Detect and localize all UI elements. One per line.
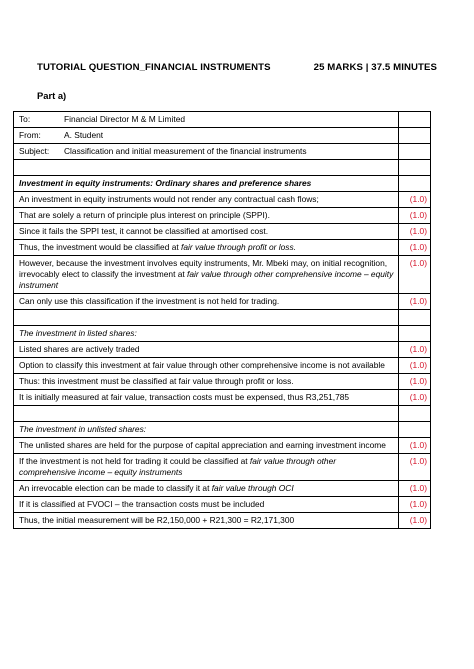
memo-from-row <box>14 128 431 144</box>
mark-value: (1.0) <box>399 438 431 454</box>
row-text-italic: fair value through other comprehensive income – equity instrument <box>19 269 394 290</box>
spacer-row <box>14 406 431 422</box>
mark-value: (1.0) <box>399 294 431 310</box>
memo-from-value: A. Student <box>64 130 104 140</box>
mark-cell-empty <box>399 112 431 128</box>
row-text: Listed shares are actively traded <box>14 342 399 358</box>
table-row <box>14 342 431 358</box>
table-row <box>14 358 431 374</box>
mark-value: (1.0) <box>399 497 431 513</box>
row-text: Option to classify this investment at fair value through other comprehensive income is not available <box>14 358 399 374</box>
section-heading-row <box>14 326 431 342</box>
row-text: An investment in equity instruments would not render any contractual cash flows; <box>14 192 399 208</box>
mark-value: (1.0) <box>399 240 431 256</box>
mark-value: (1.0) <box>399 342 431 358</box>
spacer-row <box>14 310 431 326</box>
section-heading: The investment in unlisted shares: <box>14 422 399 438</box>
row-text-italic: fair value through profit or loss. <box>181 242 296 252</box>
document-title: TUTORIAL QUESTION_FINANCIAL INSTRUMENTS <box>37 62 271 73</box>
marks-time: 25 MARKS | 37.5 MINUTES <box>313 62 437 73</box>
table-row <box>14 294 431 310</box>
row-text: Thus: this investment must be classified at fair value through profit or loss. <box>14 374 399 390</box>
row-text-plain: An irrevocable election can be made to classify it at <box>19 483 212 493</box>
row-text: Can only use this classification if the investment is not held for trading. <box>14 294 399 310</box>
table-row <box>14 454 431 481</box>
table-row <box>14 513 431 529</box>
spacer-row <box>14 160 431 176</box>
table-row <box>14 438 431 454</box>
table-row <box>14 208 431 224</box>
table-row <box>14 224 431 240</box>
section-heading: Investment in equity instruments: Ordinary shares and preference shares <box>14 176 399 192</box>
memo-subject-label: Subject: <box>19 146 50 156</box>
mark-value: (1.0) <box>399 454 431 481</box>
mark-value: (1.0) <box>399 224 431 240</box>
table-row <box>14 192 431 208</box>
mark-value: (1.0) <box>399 358 431 374</box>
row-text-plain: Thus, the investment would be classified at <box>19 242 181 252</box>
answer-table <box>13 111 431 529</box>
section-heading: The investment in listed shares: <box>14 326 399 342</box>
row-text-italic: fair value through other comprehensive income – equity instruments <box>19 456 337 477</box>
mark-value: (1.0) <box>399 192 431 208</box>
mark-value: (1.0) <box>399 374 431 390</box>
row-text: Thus, the initial measurement will be R2,150,000 + R21,300 = R2,171,300 <box>14 513 399 529</box>
row-text: If it is classified at FVOCI – the transaction costs must be included <box>14 497 399 513</box>
row-text <box>14 240 399 256</box>
table-row <box>14 256 431 294</box>
row-text-plain: If the investment is not held for trading it could be classified at <box>19 456 250 466</box>
memo-from-label: From: <box>19 130 41 140</box>
mark-cell-empty <box>399 326 431 342</box>
row-text-italic: fair value through OCI <box>211 483 294 493</box>
section-heading-row <box>14 422 431 438</box>
memo-to-label: To: <box>19 114 31 124</box>
table-row <box>14 240 431 256</box>
table-row <box>14 481 431 497</box>
document-header <box>37 62 437 73</box>
row-text <box>14 454 399 481</box>
row-text <box>14 256 399 294</box>
table-row <box>14 374 431 390</box>
part-label: Part a) <box>37 90 67 101</box>
mark-value: (1.0) <box>399 481 431 497</box>
mark-value: (1.0) <box>399 256 431 294</box>
memo-subject-value: Classification and initial measurement of the financial instruments <box>64 146 307 156</box>
mark-value: (1.0) <box>399 208 431 224</box>
memo-subject-row <box>14 144 431 160</box>
mark-cell-empty <box>399 176 431 192</box>
table-row <box>14 497 431 513</box>
mark-cell-empty <box>399 144 431 160</box>
row-text: That are solely a return of principle plus interest on principle (SPPI). <box>14 208 399 224</box>
memo-to-value: Financial Director M & M Limited <box>64 114 186 124</box>
mark-value: (1.0) <box>399 513 431 529</box>
row-text: Since it fails the SPPI test, it cannot be classified at amortised cost. <box>14 224 399 240</box>
mark-value: (1.0) <box>399 390 431 406</box>
section-heading-row <box>14 176 431 192</box>
mark-cell-empty <box>399 128 431 144</box>
row-text <box>14 481 399 497</box>
row-text: It is initially measured at fair value, transaction costs must be expensed, thus R3,251,785 <box>14 390 399 406</box>
row-text-plain: However, because the investment involves equity instruments, Mr. Mbeki may, on initial recognition, irrevocably elect to classify the investment at <box>19 258 388 279</box>
mark-cell-empty <box>399 422 431 438</box>
memo-to-row <box>14 112 431 128</box>
table-row <box>14 390 431 406</box>
row-text: The unlisted shares are held for the purpose of capital appreciation and earning investment income <box>14 438 399 454</box>
